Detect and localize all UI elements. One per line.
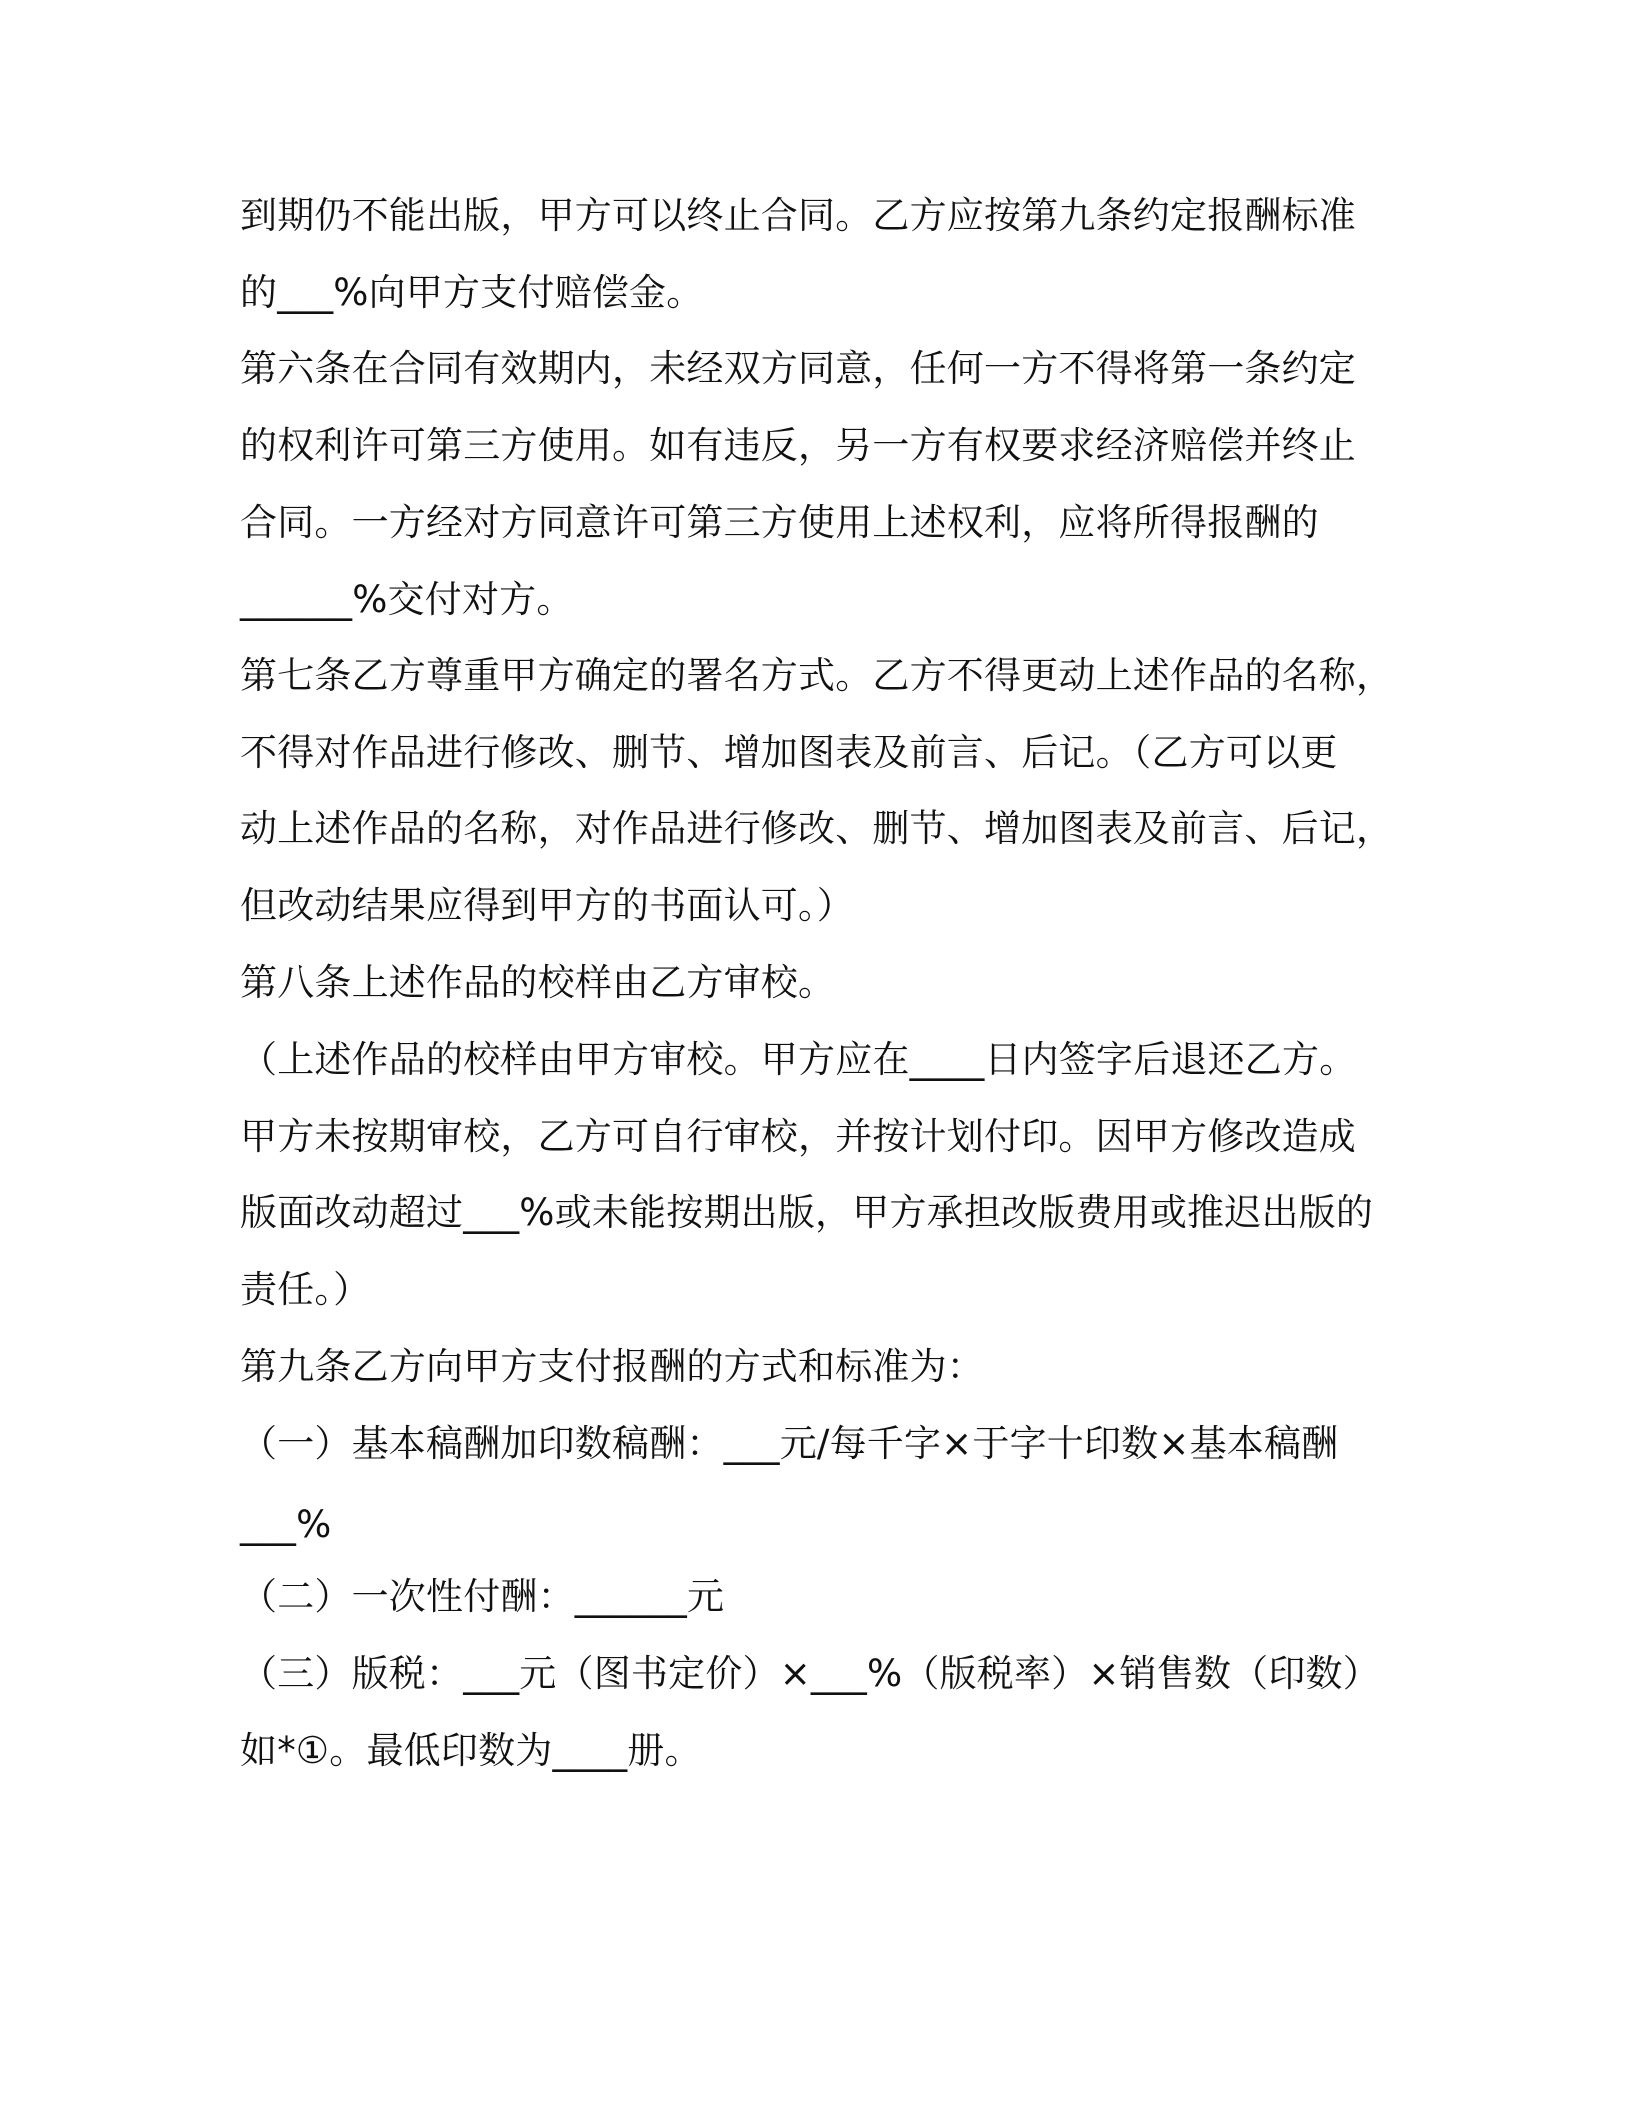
text-line: ______%交付对方。 [240, 578, 574, 621]
text-line: 版面改动超过___%或未能按期出版，甲方承担改版费用或推迟出版的 [240, 1191, 1374, 1234]
text-line: 第七条乙方尊重甲方确定的署名方式。乙方不得更动上述作品的名称， [240, 654, 1394, 697]
text-line: 责任。） [240, 1268, 371, 1311]
text-line: 合同。一方经对方同意许可第三方使用上述权利，应将所得报酬的 [240, 501, 1319, 544]
text-line: ___% [240, 1503, 332, 1546]
text-line: 第六条在合同有效期内，未经双方同意，任何一方不得将第一条约定 [240, 347, 1356, 390]
text-line: 甲方未按期审校，乙方可自行审校，并按计划付印。因甲方修改造成 [240, 1115, 1356, 1158]
text-line: （上述作品的校样由甲方审校。甲方应在____日内签字后退还乙方。 [240, 1038, 1357, 1081]
text-line: 第九条乙方向甲方支付报酬的方式和标准为： [240, 1345, 984, 1388]
text-line: 的___%向甲方支付赔偿金。 [240, 271, 704, 314]
text-line: 动上述作品的名称，对作品进行修改、删节、增加图表及前言、后记， [240, 807, 1394, 850]
text-line: 但改动结果应得到甲方的书面认可。） [240, 884, 854, 927]
text-line: （三）版税：___元（图书定价）×___%（版税率）×销售数（印数） [240, 1652, 1380, 1695]
text-line: 第八条上述作品的校样由乙方审校。 [240, 961, 836, 1004]
text-line: 如*①。最低印数为____册。 [240, 1729, 702, 1772]
text-line: 到期仍不能出版，甲方可以终止合同。乙方应按第九条约定报酬标准 [240, 194, 1356, 237]
text-line: （一）基本稿酬加印数稿酬：___元/每千字×于字十印数×基本稿酬 [240, 1422, 1339, 1465]
text-line: 不得对作品进行修改、删节、增加图表及前言、后记。（乙方可以更 [240, 731, 1338, 774]
text-line: 的权利许可第三方使用。如有违反，另一方有权要求经济赔偿并终止 [240, 424, 1356, 467]
text-line: （二）一次性付酬：______元 [240, 1575, 725, 1618]
